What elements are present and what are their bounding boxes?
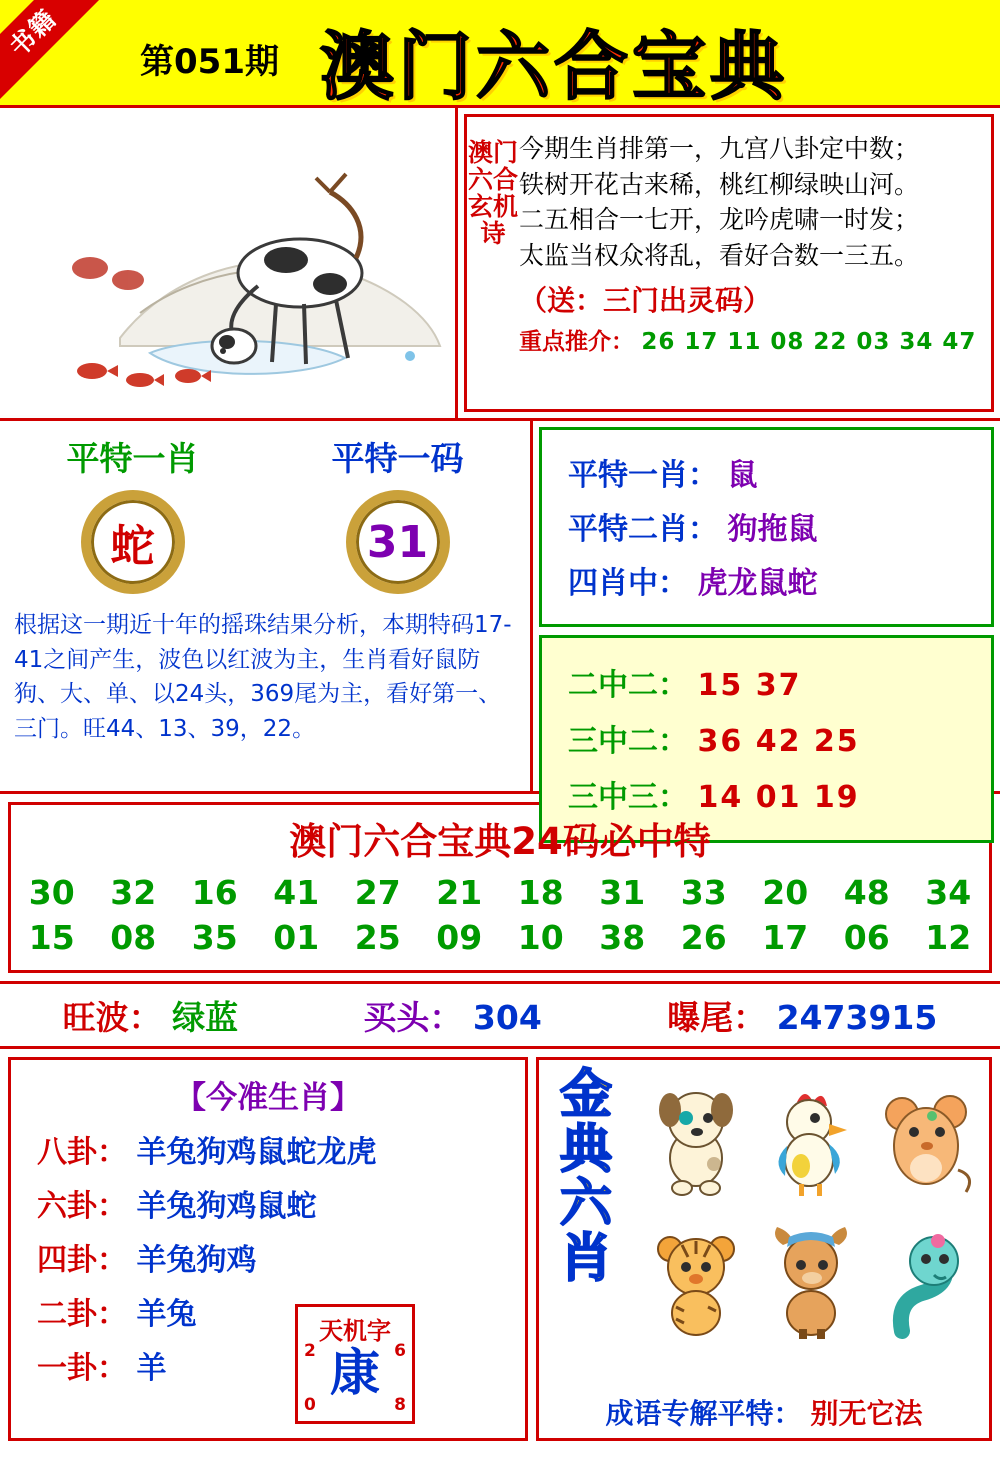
lucky-number: 18 — [517, 873, 564, 912]
lucky-numbers-grid — [11, 871, 989, 960]
zodiac-animal-dog — [639, 1070, 752, 1209]
baowei-value: 2473915 — [776, 997, 938, 1037]
poem-line-2: 铁树开花古来稀，桃红柳绿映山河。 — [519, 169, 920, 199]
tianji-corner-bl: 0 — [304, 1395, 316, 1416]
zodiac-animal-ox — [754, 1211, 867, 1350]
tiger-icon — [642, 1221, 750, 1341]
lucky-number: 08 — [110, 917, 157, 957]
maitou-label: 买头： — [363, 997, 463, 1037]
gua-value: 羊兔 — [136, 1297, 197, 1333]
rooster-icon — [757, 1080, 865, 1200]
lucky-number: 35 — [191, 917, 238, 957]
combo-label: 三中三： — [568, 780, 688, 815]
mid-section — [0, 421, 1000, 815]
zodiac-predictions — [539, 427, 994, 627]
coin-zodiac-value: 蛇 — [110, 521, 155, 572]
coin-zodiac — [81, 490, 185, 594]
lucky-numbers-title: 澳门六合宝典24码必中特 — [289, 820, 711, 863]
zodiac-animal-rooster — [754, 1070, 867, 1209]
wangbo-value: 绿蓝 — [172, 997, 239, 1037]
coin-number — [346, 490, 450, 594]
lucky-number: 48 — [843, 873, 890, 912]
maitou-item — [363, 992, 541, 1039]
gua-label: 六卦： — [37, 1189, 127, 1225]
lucky-number: 26 — [680, 917, 727, 957]
lucky-number: 25 — [354, 917, 401, 957]
lucky-number: 12 — [925, 917, 972, 957]
lucky-number: 15 — [28, 917, 75, 957]
maitou-value: 304 — [472, 997, 542, 1037]
ribbon-label: 书籍 — [0, 0, 112, 108]
lucky-number: 06 — [843, 917, 890, 957]
combo-row — [568, 772, 981, 816]
lucky-number: 21 — [436, 873, 483, 912]
combo-row — [568, 716, 981, 760]
gua-value: 羊兔狗鸡鼠蛇龙虎 — [136, 1135, 377, 1171]
lucky-number: 34 — [925, 873, 972, 912]
combo-label: 二中二： — [568, 668, 688, 703]
prediction-value: 虎龙鼠蛇 — [697, 566, 818, 601]
gua-label: 八卦： — [37, 1135, 127, 1171]
poem-lines — [519, 117, 991, 409]
combo-row — [568, 660, 981, 704]
idiom-value: 别无它法 — [810, 1397, 923, 1431]
lucky-number: 38 — [599, 917, 646, 957]
bottom-section — [0, 1049, 1000, 1449]
analysis-text: 根据这一期近十年的摇珠结果分析，本期特码17-41之间产生，波色以红波为主，生肖看好鼠防狗、大、单、以24头，369尾为主，看好第一、三门。旺44、13、39，22。 — [14, 612, 512, 742]
pingte-coins — [0, 490, 530, 594]
tianji-corner-br: 8 — [394, 1395, 406, 1416]
baowei-label: 曝尾： — [667, 997, 767, 1037]
lucky-number: 30 — [28, 873, 75, 912]
gua-label: 一卦： — [37, 1351, 127, 1387]
lucky-number: 16 — [191, 873, 238, 912]
tianji-corner-tr: 6 — [394, 1341, 406, 1362]
baowei-item — [667, 992, 937, 1039]
zodiac-gua-panel — [8, 1057, 528, 1441]
issue-number: 第051期 — [140, 42, 279, 82]
lucky-number: 41 — [273, 873, 320, 912]
lucky-number: 09 — [436, 917, 483, 957]
snake-icon — [872, 1221, 980, 1341]
combo-label: 三中二： — [568, 724, 688, 759]
lucky-number: 20 — [762, 873, 809, 912]
gua-value: 羊兔狗鸡鼠蛇 — [136, 1189, 317, 1225]
prediction-label: 平特二肖： — [568, 512, 718, 547]
combo-value: 15 37 — [697, 668, 802, 703]
idiom-footer — [539, 1392, 989, 1432]
gua-row — [37, 1127, 525, 1171]
gua-label: 四卦： — [37, 1243, 127, 1279]
combo-value: 14 01 19 — [697, 780, 860, 815]
six-zodiac-vertical-title: 金典六肖 — [559, 1065, 612, 1289]
predictions-panel — [533, 421, 1000, 815]
illustration-svg — [0, 108, 455, 415]
page-header — [0, 0, 1000, 108]
lucky-number: 01 — [273, 917, 320, 957]
zodiac-animal-grid — [639, 1070, 983, 1350]
zodiac-animal-rat — [870, 1070, 983, 1209]
tianji-box — [295, 1304, 415, 1424]
poem-gift: （送：三门出灵码） — [519, 284, 772, 317]
recommend-row — [519, 323, 983, 356]
prediction-value: 鼠 — [727, 458, 758, 493]
gua-row — [37, 1181, 525, 1225]
lucky-number: 32 — [110, 873, 157, 912]
poem-label: 澳门六合玄机诗 — [467, 138, 518, 248]
wangbo-label: 旺波： — [62, 997, 162, 1037]
lucky-number: 31 — [599, 873, 646, 912]
gua-row — [37, 1289, 525, 1333]
lucky-number: 33 — [680, 873, 727, 912]
tianji-character: 康 — [330, 1344, 380, 1403]
prediction-label: 平特一肖： — [568, 458, 718, 493]
prediction-value: 狗拖鼠 — [727, 512, 818, 547]
gua-row — [37, 1235, 525, 1279]
wangbo-item — [63, 992, 239, 1039]
recommend-values: 26 17 11 08 22 03 34 47 — [641, 329, 977, 355]
zodiac-gua-title: 【今准生肖】 — [175, 1080, 361, 1117]
top-section — [0, 108, 1000, 421]
zodiac-animal-tiger — [639, 1211, 752, 1350]
combo-value: 36 42 25 — [697, 724, 860, 759]
gua-value: 羊 — [136, 1351, 167, 1387]
tianji-title: 天机字 — [319, 1317, 391, 1346]
gua-row — [37, 1343, 525, 1387]
lucky-number: 17 — [762, 917, 809, 957]
poem-line-3: 二五相合一七开，龙吟虎啸一时发； — [519, 205, 920, 234]
prediction-label: 四肖中： — [568, 566, 688, 601]
poem-line-1: 今期生肖排第一，九宫八卦定中数； — [519, 134, 920, 163]
zodiac-animal-snake — [870, 1211, 983, 1350]
summary-strip — [0, 981, 1000, 1049]
pingte-panel — [0, 421, 533, 791]
ox-icon — [757, 1221, 865, 1341]
coin-number-value: 31 — [366, 516, 429, 568]
illustration — [0, 108, 458, 418]
pingte-xiao-heading: 平特一肖 — [66, 439, 199, 478]
idiom-label: 成语专解平特： — [605, 1397, 802, 1431]
prediction-row — [568, 558, 981, 602]
pingte-ma-heading: 平特一码 — [331, 439, 464, 478]
pingte-headings — [0, 421, 530, 480]
lucky-number: 10 — [517, 917, 564, 957]
prediction-row — [568, 450, 981, 494]
prediction-row — [568, 504, 981, 548]
dog-icon — [642, 1080, 750, 1200]
gua-value: 羊兔狗鸡 — [136, 1243, 257, 1279]
poem-line-4: 太监当权众将乱，看好合数一三五。 — [519, 240, 920, 270]
poem-box — [464, 114, 994, 412]
tianji-corner-tl: 2 — [304, 1341, 316, 1362]
page-title: 澳门六合宝典 — [320, 24, 788, 108]
recommend-label: 重点推介： — [519, 329, 634, 355]
corner-ribbon — [0, 0, 120, 108]
six-zodiac-panel — [536, 1057, 992, 1441]
rat-icon — [872, 1080, 980, 1200]
gua-label: 二卦： — [37, 1297, 127, 1333]
lucky-number: 27 — [354, 873, 401, 912]
